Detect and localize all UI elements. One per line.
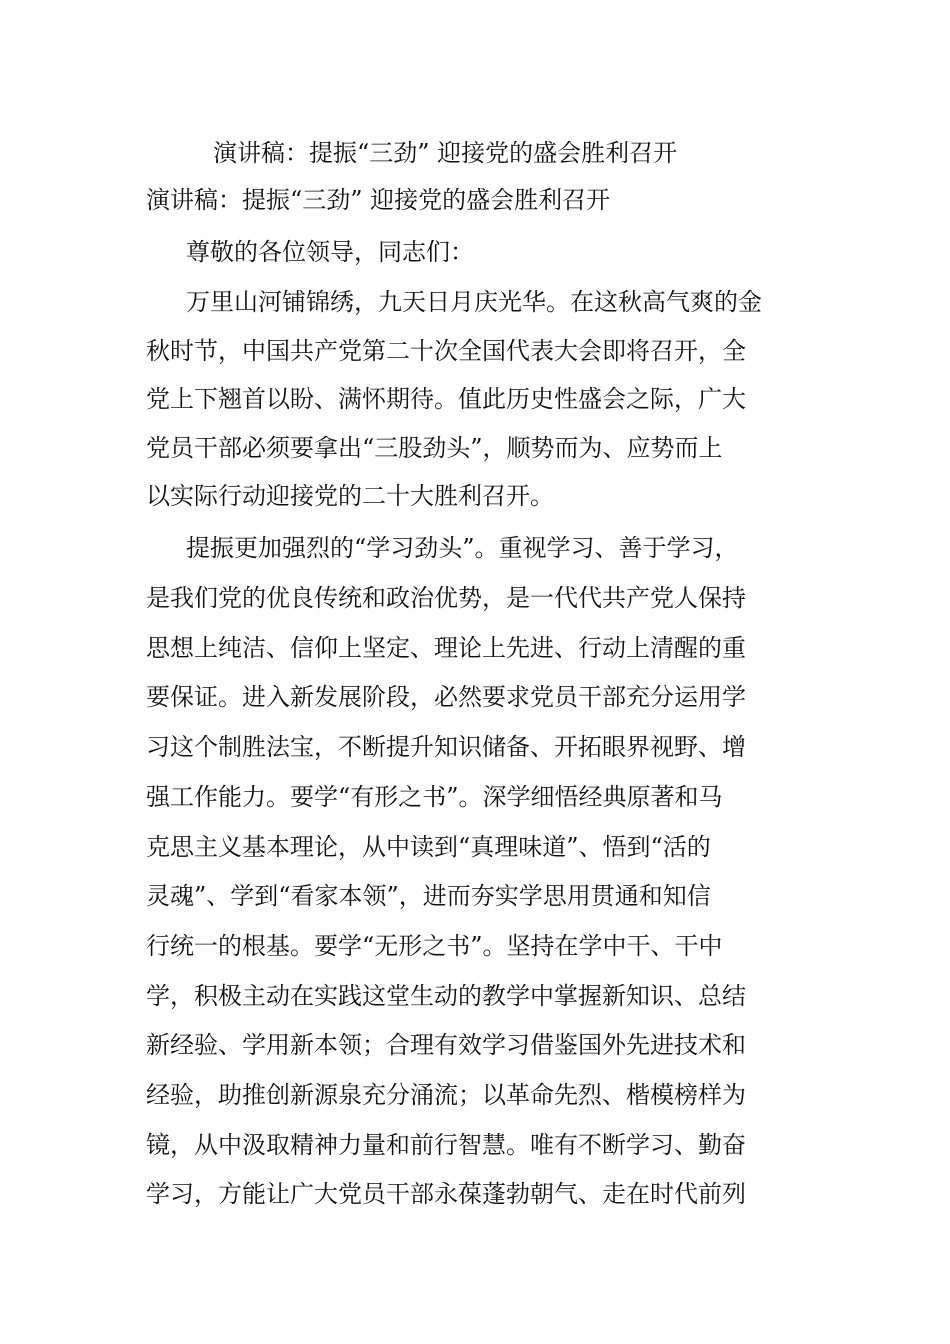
text-line: 经验，助推创新源泉充分涌流；以革命先烈、楷模榜样为 xyxy=(146,1081,746,1109)
text-line: 党上下翘首以盼、满怀期待。值此历史性盛会之际，广大 xyxy=(146,385,746,413)
text-line: 秋时节，中国共产党第二十次全国代表大会即将召开，全 xyxy=(146,337,746,365)
text-line: 党员干部必须要拿出“三股劲头”，顺势而为、应势而上 xyxy=(146,434,723,462)
text-line: 强工作能力。要学“有形之书”。深学细悟经典原著和马 xyxy=(146,783,723,811)
text-line: 克思主义基本理论，从中读到“真理味道”、悟到“活的 xyxy=(146,833,711,861)
text-line: 要保证。进入新发展阶段，必然要求党员干部充分运用学 xyxy=(146,683,746,711)
text-line: 新经验、学用新本领；合理有效学习借鉴国外先进技术和 xyxy=(146,1031,746,1059)
text-line: 提振更加强烈的“学习劲头”。重视学习、善于学习， xyxy=(186,534,739,562)
salutation: 尊敬的各位领导，同志们： xyxy=(186,238,474,266)
text-line: 习这个制胜法宝，不断提升知识储备、开拓眼界视野、增 xyxy=(146,733,746,761)
text-line: 行统一的根基。要学“无形之书”。坚持在学中干、干中 xyxy=(146,932,723,960)
text-line: 以实际行动迎接党的二十大胜利召开。 xyxy=(146,482,554,510)
text-line: 学，积极主动在实践这堂生动的教学中掌握新知识、总结 xyxy=(146,982,746,1010)
document-title: 演讲稿：提振“三劲” 迎接党的盛会胜利召开 xyxy=(213,139,678,167)
text-line: 镜，从中汲取精神力量和前行智慧。唯有不断学习、勤奋 xyxy=(146,1131,746,1159)
text-line: 学习，方能让广大党员干部永葆蓬勃朝气、走在时代前列 xyxy=(146,1180,746,1208)
text-line: 思想上纯洁、信仰上坚定、理论上先进、行动上清醒的重 xyxy=(146,634,746,662)
text-line: 万里山河铺锦绣，九天日月庆光华。在这秋高气爽的金 xyxy=(186,288,762,316)
document-subtitle: 演讲稿：提振“三劲” 迎接党的盛会胜利召开 xyxy=(146,186,611,214)
text-line: 灵魂”、学到“看家本领”，进而夯实学思用贯通和知信 xyxy=(146,882,711,910)
text-line: 是我们党的优良传统和政治优势，是一代代共产党人保持 xyxy=(146,584,746,612)
